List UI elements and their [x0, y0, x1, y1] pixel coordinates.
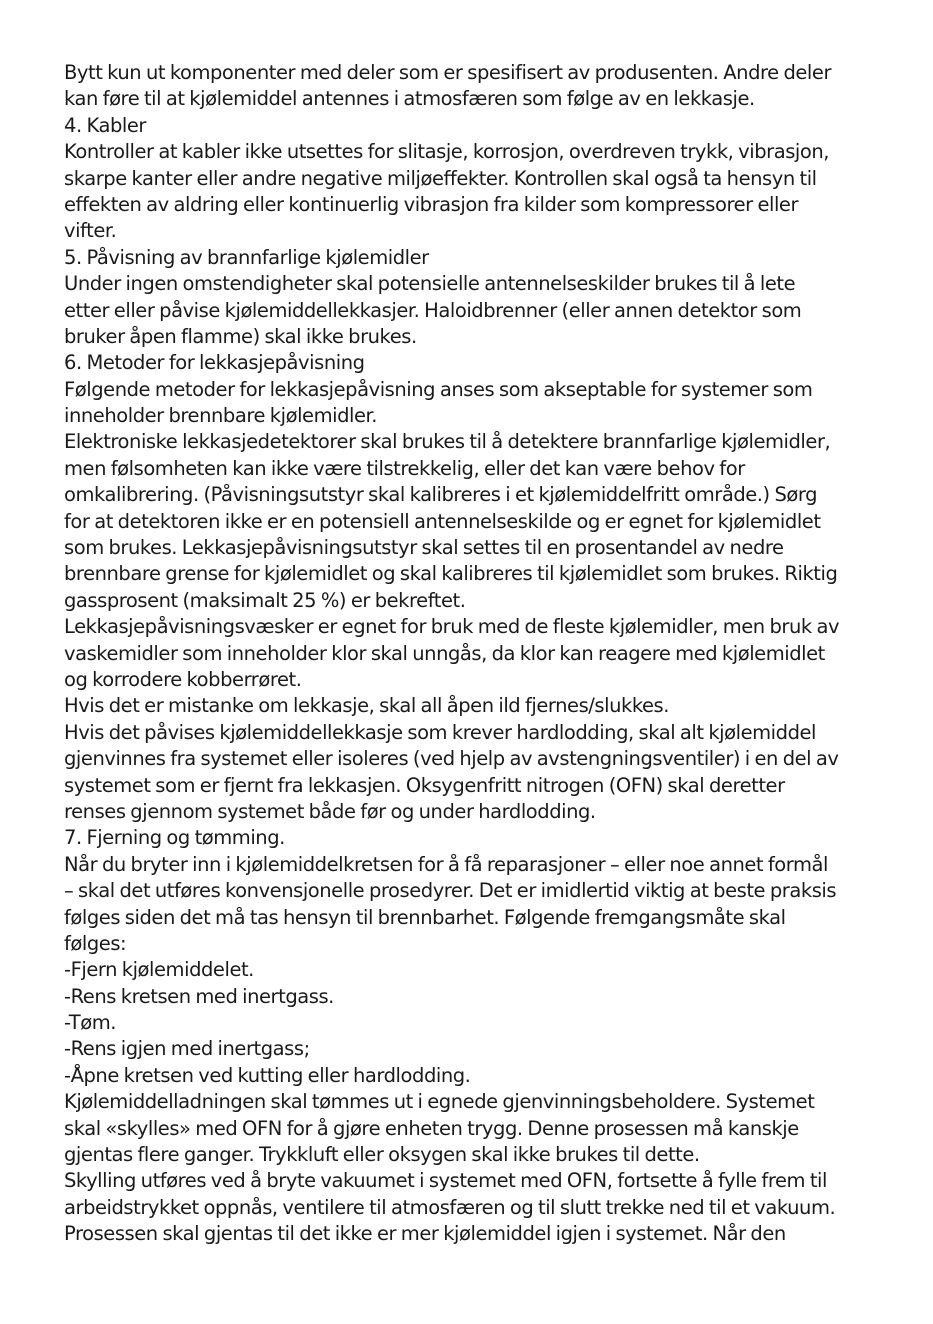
- text-line: som brukes. Lekkasjepåvisningsutstyr skal settes til en prosentandel av nedre: [64, 536, 784, 560]
- text-line: systemet som er fjernt fra lekkasjen. Oksygenfritt nitrogen (OFN) skal deretter: [64, 773, 785, 797]
- text-line: 6. Metoder for lekkasjepåvisning: [64, 351, 365, 375]
- text-line: renses gjennom systemet både før og under hardlodding.: [64, 799, 596, 823]
- text-line: Følgende metoder for lekkasjepåvisning anses som akseptable for systemer som: [64, 377, 813, 401]
- text-line: -Fjern kjølemiddelet.: [64, 958, 254, 982]
- text-line: Bytt kun ut komponenter med deler som er spesifisert av produsenten. Andre deler: [64, 61, 832, 84]
- text-line: -Åpne kretsen ved kutting eller hardlodding.: [64, 1063, 471, 1087]
- text-line: arbeidstrykket oppnås, ventilere til atmosfæren og til slutt trekke ned til et vakuum.: [64, 1195, 836, 1219]
- text-line: skal «skylles» med OFN for å gjøre enheten trygg. Denne prosessen må kanskje: [64, 1116, 799, 1140]
- text-line: Hvis det påvises kjølemiddellekkasje som krever hardlodding, skal alt kjølemiddel: [64, 720, 817, 744]
- text-line: brennbare grense for kjølemidlet og skal kalibreres til kjølemidlet som brukes. Riktig: [64, 562, 838, 586]
- text-line: 7. Fjerning og tømming.: [64, 826, 285, 850]
- text-line: -Tøm.: [64, 1011, 117, 1035]
- text-line: for at detektoren ikke er en potensiell antennelseskilde og er egnet for kjølemidlet: [64, 509, 821, 533]
- text-line: Når du bryter inn i kjølemiddelkretsen for å få reparasjoner – eller noe annet formål: [64, 852, 829, 876]
- text-line: Elektroniske lekkasjedetektorer skal brukes til å detektere brannfarlige kjølemidler,: [64, 430, 831, 454]
- text-line: følges:: [64, 931, 127, 955]
- text-line: Lekkasjepåvisningsvæsker er egnet for bruk med de fleste kjølemidler, men bruk av: [64, 615, 840, 639]
- text-line: Under ingen omstendigheter skal potensielle antennelseskilder brukes til å lete: [64, 272, 796, 296]
- text-line: Hvis det er mistanke om lekkasje, skal all åpen ild fjernes/slukkes.: [64, 694, 670, 718]
- text-line: etter eller påvise kjølemiddellekkasjer. Haloidbrenner (eller annen detektor som: [64, 298, 802, 322]
- text-line: -Rens igjen med inertgass;: [64, 1037, 310, 1061]
- text-line: bruker åpen flamme) skal ikke brukes.: [64, 324, 417, 348]
- document-page: [64, 60, 924, 1248]
- text-line: gjentas flere ganger. Trykkluft eller oksygen skal ikke brukes til dette.: [64, 1143, 700, 1167]
- text-line: 5. Påvisning av brannfarlige kjølemidler: [64, 245, 429, 269]
- text-line: Kjølemiddelladningen skal tømmes ut i egnede gjenvinningsbeholdere. Systemet: [64, 1090, 815, 1114]
- text-line: 4. Kabler: [64, 113, 146, 137]
- text-line: gassprosent (maksimalt 25 %) er bekreftet.: [64, 588, 466, 612]
- text-line: vaskemidler som inneholder klor skal unngås, da klor kan reagere med kjølemidlet: [64, 641, 825, 665]
- text-line: effekten av aldring eller kontinuerlig vibrasjon fra kilder som kompressorer eller: [64, 192, 799, 216]
- text-line: kan føre til at kjølemiddel antennes i atmosfæren som følge av en lekkasje.: [64, 87, 755, 111]
- text-line: gjenvinnes fra systemet eller isoleres (ved hjelp av avstengningsventiler) i en del av: [64, 747, 839, 771]
- text-line: omkalibrering. (Påvisningsutstyr skal kalibreres i et kjølemiddelfritt område.) Sørg: [64, 483, 818, 507]
- text-line: følges siden det må tas hensyn til brennbarhet. Følgende fremgangsmåte skal: [64, 905, 786, 929]
- text-line: Prosessen skal gjentas til det ikke er mer kjølemiddel igjen i systemet. Når den: [64, 1222, 786, 1246]
- text-line: -Rens kretsen med inertgass.: [64, 984, 334, 1008]
- text-line: Skylling utføres ved å bryte vakuumet i systemet med OFN, fortsette å fylle frem til: [64, 1169, 827, 1193]
- text-line: skarpe kanter eller andre negative miljøeffekter. Kontrollen skal også ta hensyn til: [64, 166, 817, 190]
- text-line: – skal det utføres konvensjonelle prosedyrer. Det er imidlertid viktig at beste praksis: [64, 879, 837, 903]
- text-line: vifter.: [64, 219, 117, 243]
- text-line: og korrodere kobberrøret.: [64, 667, 302, 691]
- text-line: men følsomheten kan ikke være tilstrekkelig, eller det kan være behov for: [64, 456, 745, 480]
- text-line: Kontroller at kabler ikke utsettes for slitasje, korrosjon, overdreven trykk, vibrasjon,: [64, 140, 830, 164]
- text-line: inneholder brennbare kjølemidler.: [64, 404, 378, 428]
